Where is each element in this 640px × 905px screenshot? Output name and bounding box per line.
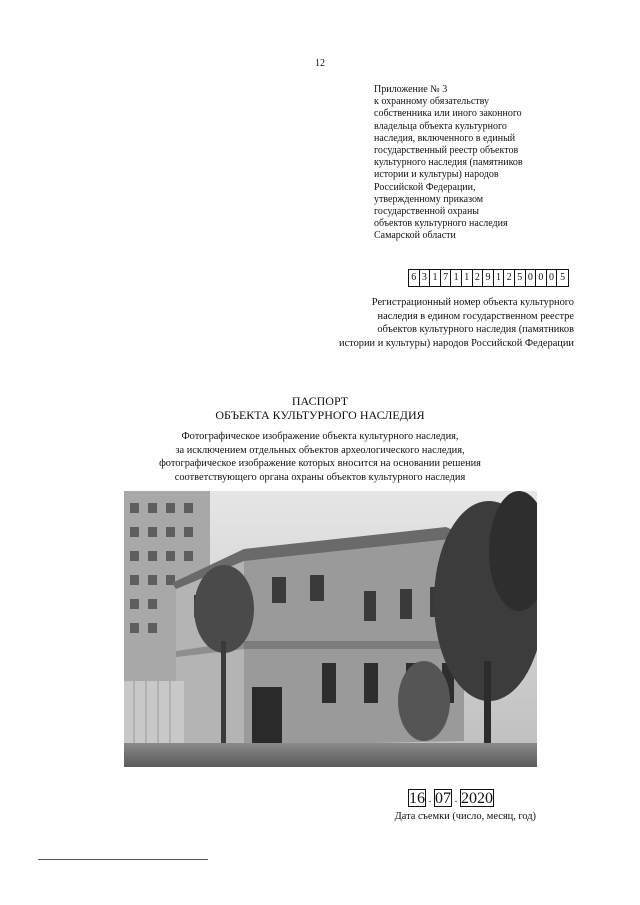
annex-line: истории и культуры) народов bbox=[374, 169, 499, 181]
reg-digit: 2 bbox=[473, 270, 484, 286]
photo-description bbox=[120, 430, 520, 484]
date-digit: 6 bbox=[417, 790, 425, 807]
passport-title-line: ПАСПОРТ bbox=[291, 394, 349, 408]
reg-digit: 2 bbox=[504, 270, 515, 286]
passport-title-line: ОБЪЕКТА КУЛЬТУРНОГО НАСЛЕДИЯ bbox=[215, 408, 425, 422]
date-separator: . bbox=[454, 793, 458, 805]
reg-caption-line: Регистрационный номер объекта культурного bbox=[371, 297, 574, 308]
date-separator: . bbox=[428, 793, 432, 805]
registration-caption bbox=[290, 296, 574, 350]
photo-desc-line: Фотографическое изображение объекта культурного наследия, bbox=[181, 431, 459, 442]
photo-desc-line: за исключением отдельных объектов археологического наследия, bbox=[175, 444, 465, 456]
date-digit: 7 bbox=[443, 790, 451, 807]
date-digit: 2 bbox=[461, 790, 469, 807]
annex-header bbox=[374, 84, 589, 243]
reg-digit: 0 bbox=[536, 270, 547, 286]
annex-line: наследия, включенного в единый bbox=[374, 132, 516, 144]
reg-digit: 9 bbox=[483, 270, 494, 286]
date-day bbox=[408, 789, 426, 807]
annex-line: объектов культурного наследия bbox=[374, 218, 508, 230]
reg-digit: 0 bbox=[526, 270, 537, 286]
annex-line: Приложение № 3 bbox=[374, 84, 448, 95]
date-digit: 0 bbox=[435, 790, 443, 807]
annex-line: утвержденному приказом bbox=[374, 193, 484, 205]
date-digit: 1 bbox=[409, 790, 417, 807]
page-number: 12 bbox=[315, 58, 325, 69]
reg-caption-line: объектов культурного наследия (памятников bbox=[377, 324, 574, 335]
date-digit: 2 bbox=[477, 790, 485, 807]
reg-digit: 1 bbox=[494, 270, 505, 286]
reg-digit: 1 bbox=[462, 270, 473, 286]
reg-caption-line: наследия в едином государственном реестре bbox=[377, 310, 574, 322]
reg-digit: 5 bbox=[560, 272, 566, 283]
date-digit: 0 bbox=[485, 790, 493, 807]
shooting-date-boxes bbox=[408, 789, 494, 807]
annex-line: владельца объекта культурного bbox=[374, 120, 507, 132]
annex-line: культурного наследия (памятников bbox=[374, 157, 523, 169]
annex-line: собственника или иного законного bbox=[374, 108, 522, 120]
annex-line: к охранному обязательству bbox=[374, 96, 490, 108]
shooting-date-caption: Дата съемки (число, месяц, год) bbox=[394, 811, 536, 822]
reg-digit: 3 bbox=[420, 270, 431, 286]
reg-digit: 5 bbox=[515, 270, 526, 286]
annex-line: Самарской области bbox=[374, 230, 456, 242]
date-digit: 0 bbox=[469, 790, 477, 807]
annex-line: государственной охраны bbox=[374, 206, 480, 218]
passport-title bbox=[150, 394, 490, 422]
building-photo bbox=[124, 491, 537, 767]
photo-desc-line: фотографическое изображение которых вносится на основании решения bbox=[159, 458, 481, 469]
reg-digit: 6 bbox=[409, 270, 420, 286]
photo-desc-line: соответствующего органа охраны объектов культурного наследия bbox=[174, 471, 466, 483]
reg-digit: 0 bbox=[547, 270, 558, 286]
reg-digit: 7 bbox=[441, 270, 452, 286]
annex-line: Российской Федерации, bbox=[374, 181, 476, 193]
footnote-divider bbox=[38, 859, 208, 860]
date-year bbox=[460, 789, 494, 807]
registration-number-boxes bbox=[408, 269, 569, 287]
annex-line: государственный реестр объектов bbox=[374, 145, 519, 157]
date-month bbox=[434, 789, 452, 807]
reg-caption-line: истории и культуры) народов Российской Федерации bbox=[339, 337, 574, 349]
reg-digit: 1 bbox=[451, 270, 462, 286]
reg-digit: 1 bbox=[430, 270, 441, 286]
